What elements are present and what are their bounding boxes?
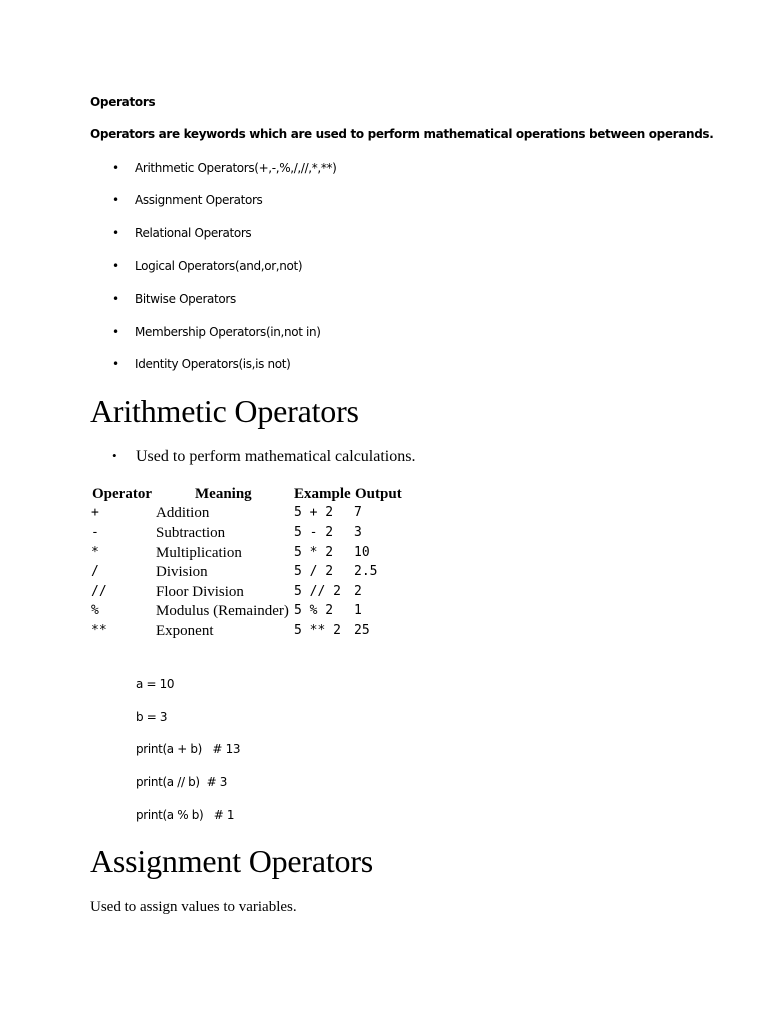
- cell-output: 10: [354, 545, 370, 560]
- cell-meaning: Multiplication: [156, 545, 242, 561]
- list-item-label: Identity Operators(is,is not): [135, 357, 291, 371]
- cell-meaning: Division: [156, 564, 208, 580]
- cell-meaning: Exponent: [156, 623, 214, 639]
- code-line: a = 10: [136, 677, 175, 691]
- cell-operator: /: [91, 564, 99, 579]
- cell-output: 25: [354, 623, 370, 638]
- cell-operator: *: [91, 545, 99, 560]
- cell-output: 2: [354, 584, 362, 599]
- code-line: b = 3: [136, 710, 168, 724]
- list-item-label: Assignment Operators: [135, 193, 263, 207]
- cell-meaning: Addition: [156, 505, 210, 521]
- cell-output: 3: [354, 525, 362, 540]
- cell-output: 7: [354, 505, 362, 520]
- bullet-icon: •: [112, 259, 120, 273]
- cell-example: 5 % 2: [294, 603, 334, 618]
- column-header-example: Example: [294, 486, 351, 502]
- code-line: print(a % b) # 1: [136, 808, 235, 822]
- list-item-label: Bitwise Operators: [135, 292, 236, 306]
- cell-operator: **: [91, 623, 107, 638]
- cell-example: 5 // 2: [294, 584, 341, 599]
- cell-example: 5 + 2: [294, 505, 334, 520]
- bullet-icon: •: [112, 193, 120, 207]
- bullet-icon: •: [112, 226, 120, 240]
- assignment-heading: Assignment Operators: [90, 843, 374, 879]
- bullet-icon: •: [112, 161, 120, 175]
- cell-example: 5 * 2: [294, 545, 334, 560]
- bullet-icon: •: [112, 357, 120, 371]
- arithmetic-description-text: Used to perform mathematical calculations.: [136, 448, 416, 465]
- bullet-icon: •: [112, 448, 117, 463]
- cell-example: 5 / 2: [294, 564, 334, 579]
- cell-meaning: Subtraction: [156, 525, 226, 541]
- code-line: print(a + b) # 13: [136, 742, 241, 756]
- assignment-description: Used to assign values to variables.: [90, 899, 297, 915]
- bullet-icon: •: [112, 292, 120, 306]
- cell-meaning: Modulus (Remainder): [156, 603, 289, 619]
- cell-operator: -: [91, 525, 99, 540]
- list-item-label: Membership Operators(in,not in): [135, 325, 321, 339]
- cell-meaning: Floor Division: [156, 584, 244, 600]
- code-line: print(a // b) # 3: [136, 775, 228, 789]
- column-header-meaning: Meaning: [195, 486, 252, 502]
- arithmetic-heading: Arithmetic Operators: [90, 393, 359, 429]
- list-item-label: Relational Operators: [135, 226, 252, 240]
- cell-operator: +: [91, 505, 99, 520]
- cell-output: 2.5: [354, 564, 378, 579]
- bullet-icon: •: [112, 325, 120, 339]
- intro-paragraph: Operators are keywords which are used to perform mathematical operations between operands.: [90, 127, 714, 141]
- list-item-label: Arithmetic Operators(+,-,%,/,//,*,**): [135, 161, 337, 175]
- list-item-label: Logical Operators(and,or,not): [135, 259, 303, 273]
- cell-example: 5 ** 2: [294, 623, 341, 638]
- cell-operator: //: [91, 584, 107, 599]
- cell-example: 5 - 2: [294, 525, 334, 540]
- cell-output: 1: [354, 603, 362, 618]
- column-header-output: Output: [355, 486, 402, 502]
- cell-operator: %: [91, 603, 99, 618]
- document-title: Operators: [90, 95, 156, 109]
- column-header-operator: Operator: [92, 486, 152, 502]
